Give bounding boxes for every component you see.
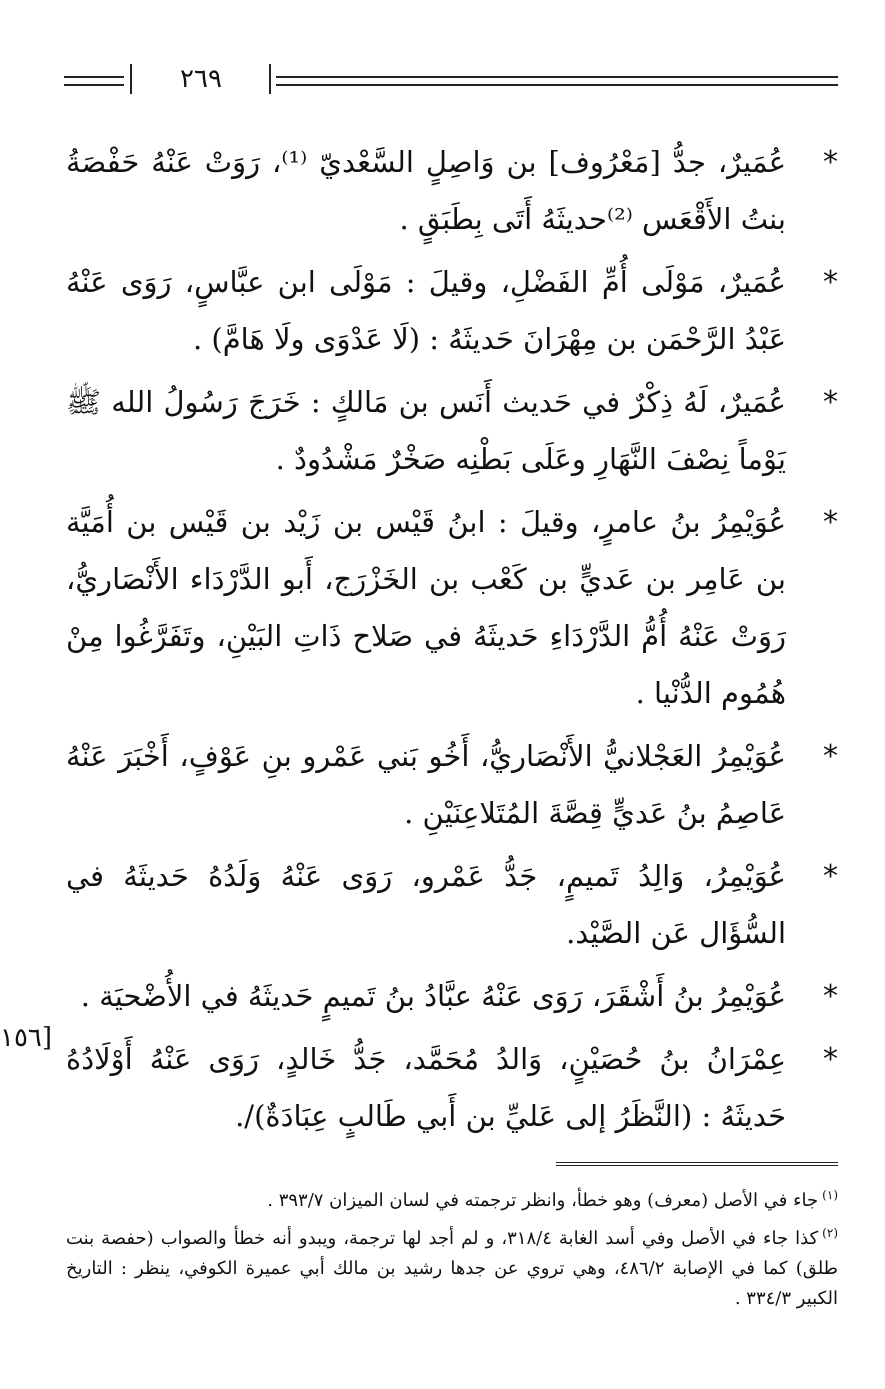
manuscript-page-marker: [١٥٦	[0, 1023, 53, 1053]
asterisk-icon: *	[823, 1042, 838, 1077]
header-divider-left	[130, 64, 132, 94]
entry-text: عُمَيرٌ، جدُّ [مَعْرُوف] بن وَاصِلٍ السَّعْديّ ⁽¹⁾، رَوَتْ عَنْهُ حَفْصَةُ بنتُ الأَقْعَس ⁽²⁾حديثَهُ أَتَى بِطَبَقٍ .	[66, 145, 786, 236]
footnote-text: جاء في الأصل (معرف) وهو خطأ، وانظر ترجمته في لسان الميزان ٣٩٣/٧ .	[267, 1190, 819, 1211]
footnote-text: كذا جاء في الأصل وفي أسد الغابة ٣١٨/٤، و لم أجد لها ترجمة، ويبدو أنه خطأ والصواب (حفصة بنت طلق) كما في الإصابة ٤٨٦/٢، وهي تروي عن جدها رشيد بن مالك أبي عميرة الكوفي، ينظر : التاريخ الكبير ٣٣٤/٣ .	[66, 1228, 839, 1309]
asterisk-icon: *	[823, 859, 838, 894]
footnote-mark: (١)	[822, 1188, 838, 1202]
entry	[66, 494, 838, 722]
entry	[66, 134, 838, 248]
entry	[66, 374, 838, 488]
header-rule-right	[276, 76, 838, 86]
page-header	[64, 62, 838, 98]
entry	[66, 254, 838, 368]
footnote-mark: (٢)	[822, 1226, 838, 1240]
header-rule-left	[64, 76, 124, 86]
asterisk-icon: *	[823, 979, 838, 1014]
footnotes	[66, 1180, 838, 1316]
asterisk-icon: *	[823, 265, 838, 300]
entry-text: عِمْرَانُ بنُ حُصَيْنٍ، وَالدُ مُحَمَّد، جَدُّ خَالدٍ، رَوَى عَنْهُ أَوْلَادُهُ حَديثَهُ : (النَّظَرُ إلى عَليِّ بن أَبي طَالبٍ عِبَادَةٌ)/.	[66, 1042, 786, 1133]
entry	[66, 848, 838, 962]
asterisk-icon: *	[823, 505, 838, 540]
entry-text: عُمَيرٌ، لَهُ ذِكْرٌ في حَديث أَنَس بن مَالكٍ : خَرَجَ رَسُولُ الله ﷺ يَوْماً نِصْفَ النَّهَارِ وعَلَى بَطْنِه صَخْرٌ مَشْدُودٌ .	[66, 385, 786, 476]
footnote	[66, 1180, 838, 1216]
entry-text: عُوَيْمِرُ العَجْلانيُّ الأَنْصَاريُّ، أَخُو بَني عَمْرو بنِ عَوْفٍ، أَخْبَرَ عَنْهُ عَاصِمُ بنُ عَديٍّ قِصَّةَ المُتَلاعِنَيْنِ .	[66, 739, 786, 830]
footnote-separator	[556, 1162, 838, 1166]
entry	[66, 728, 838, 842]
entry-text: عُمَيرٌ، مَوْلَى أُمِّ الفَضْلِ، وقيلَ : مَوْلَى ابن عبَّاسٍ، رَوَى عَنْهُ عَبْدُ الرَّحْمَن بن مِهْرَانَ حَديثَهُ : (لَا عَدْوَى ولَا هَامَّ) .	[66, 265, 786, 356]
footnote	[66, 1218, 838, 1314]
entry-text: عُوَيْمِرُ بنُ عامرٍ، وقيلَ : ابنُ قَيْس بن زَيْد بن قَيْس بن أُمَيَّة بن عَامِر بن عَديٍّ بن كَعْب بن الخَزْرَج، أَبو الدَّرْدَاء الأَنْصَاريُّ، رَوَتْ عَنْهُ أُمُّ الدَّرْدَاءِ حَديثَهُ في صَلاح ذَاتِ البَيْنِ، وتَفَرَّغُوا مِنْ هُمُوم الدُّنْيا .	[66, 505, 786, 710]
page-number: ٢٦٩	[180, 64, 222, 94]
entry	[66, 1031, 838, 1145]
entry-text: عُوَيْمِرُ، وَالِدُ تَميمٍ، جَدُّ عَمْرو، رَوَى عَنْهُ وَلَدُهُ حَديثَهُ في السُّؤَال عَن الصَّيْد.	[66, 859, 786, 950]
asterisk-icon: *	[823, 739, 838, 774]
entry-text: عُوَيْمِرُ بنُ أَشْقَرَ، رَوَى عَنْهُ عبَّادُ بنُ تَميمٍ حَديثَهُ في الأُضْحيَة .	[80, 979, 786, 1013]
main-text	[66, 134, 838, 1151]
asterisk-icon: *	[823, 385, 838, 420]
header-divider-right	[269, 64, 271, 94]
asterisk-icon: *	[823, 145, 838, 180]
entry	[66, 968, 838, 1025]
